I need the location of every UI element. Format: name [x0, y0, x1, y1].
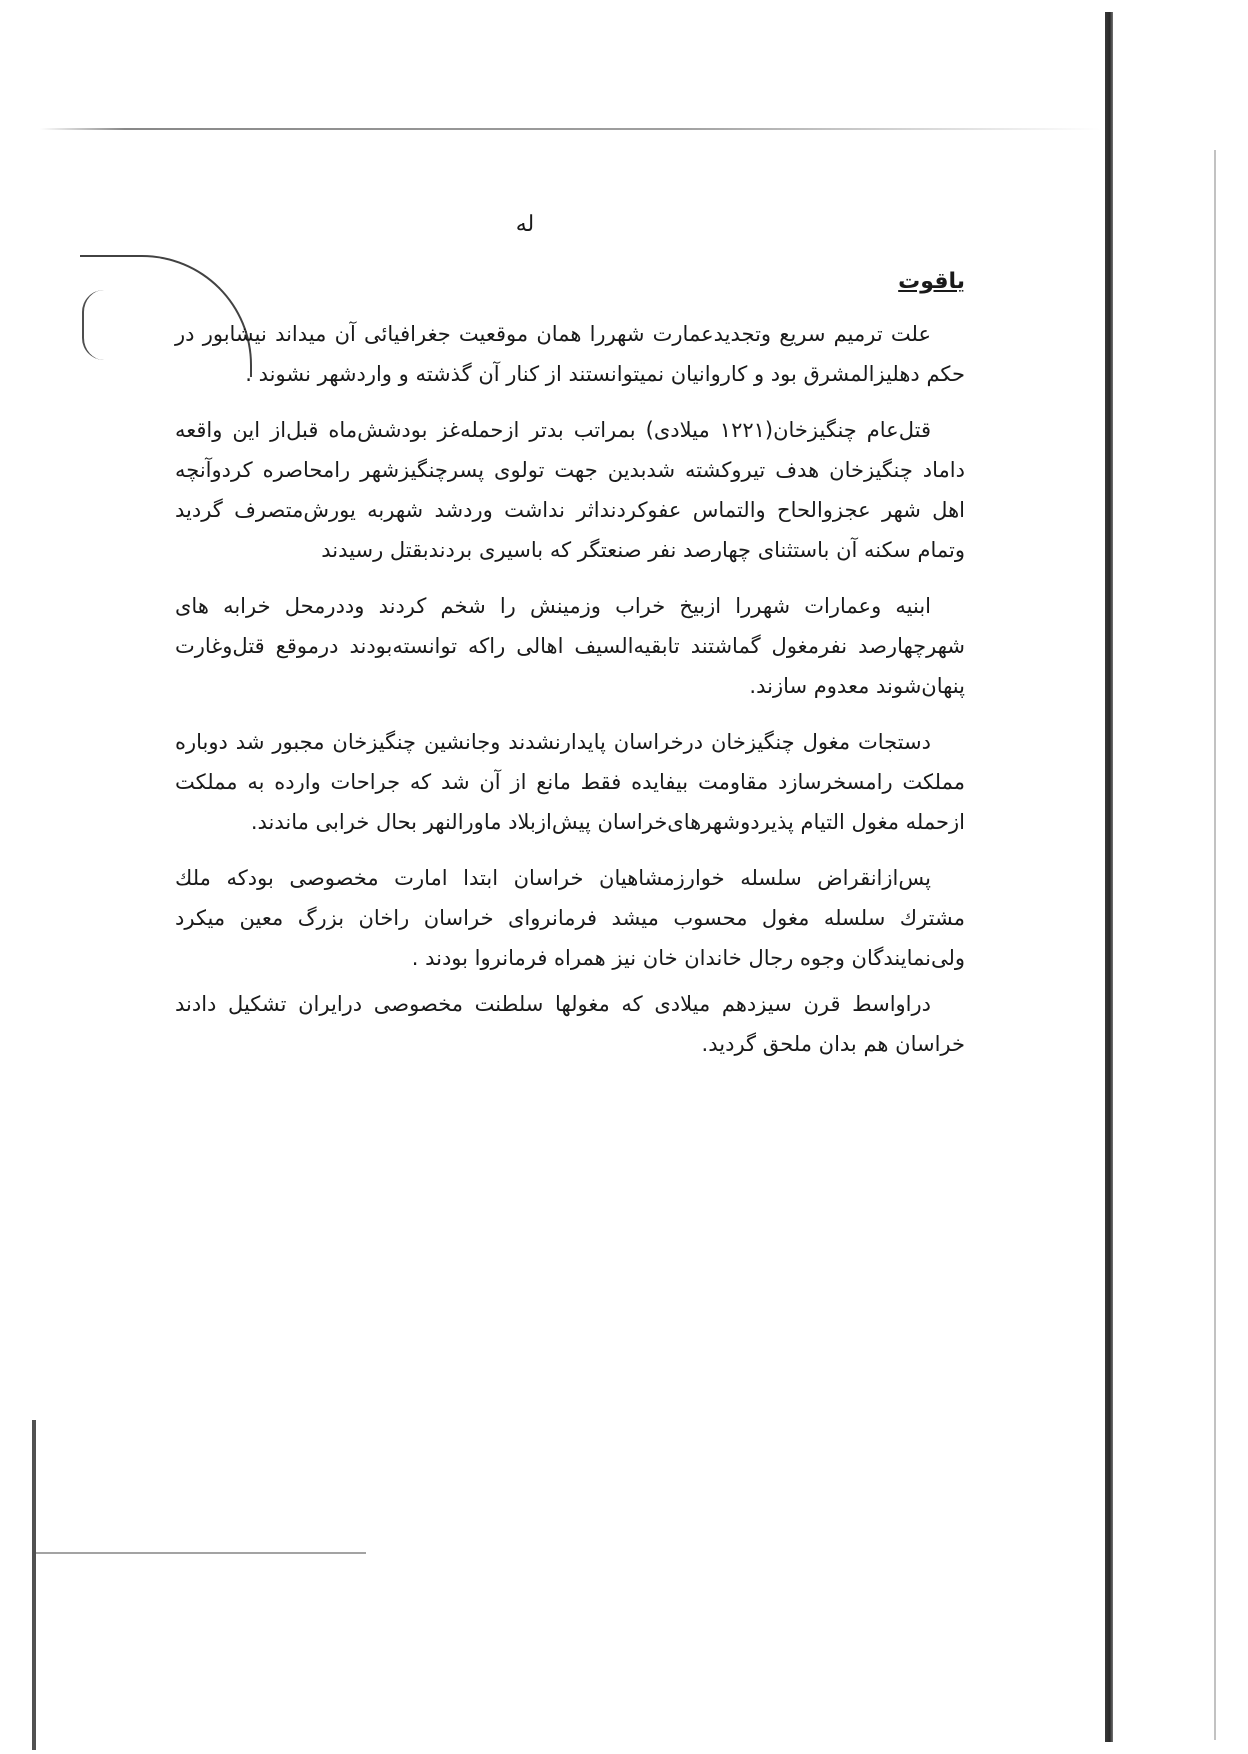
- paragraph-1: علت ترمیم سریع وتجدیدعمارت شهررا همان موقعیت جغرافیائی آن میداند نیشابور در حکم دهلیزالمشرق بود و کاروانیان نمیتوانستند از کنار آن گذشته و واردشهر نشوند .: [175, 322, 965, 386]
- paragraph-5: پس‌ازانقراض سلسله خوارزمشاهیان خراسان ابتدا امارت مخصوصی بودکه ملك مشترك سلسله مغول محسوب میشد فرمانروای خراسان راخان بزرگ معین میکرد ولی‌نمایندگان وجوه رجال خاندان خان نیز همراه فرمانروا بودند .: [175, 866, 965, 970]
- scan-edge-right: [1105, 12, 1113, 1742]
- scan-edge-right-thin: [1214, 150, 1216, 1740]
- top-rule: [40, 128, 1100, 130]
- paragraph-6: دراواسط قرن سیزدهم میلادی که مغولها سلطنت مخصوصی درایران تشکیل دادند خراسان هم بدان ملحق گردید.: [175, 992, 965, 1056]
- section-heading: یاقوت: [898, 269, 965, 294]
- document-body: [175, 262, 965, 1080]
- paragraph-3: ابنیه وعمارات شهررا ازبیخ خراب وزمینش را شخم کردند وددرمحل خرابه های شهرچهارصد نفرمغول گماشتند تابقیه‌السیف اهالی راکه توانسته‌بودند درموقع قتل‌وغارت پنهان‌شوند معدوم سازند.: [175, 594, 965, 698]
- paragraph-4: دستجات مغول چنگیزخان درخراسان پایدارنشدند وجانشین چنگیزخان مجبور شد دوباره مملکت رامسخرسازد مقاومت بیفایده فقط مانع از آن شد که جراحات وارده به مملکت ازحمله مغول التیام پذیردوشهرهای‌خراسان پیش‌ازبلاد ماورالنهر بحال خرابی ماندند.: [175, 730, 965, 834]
- bottom-rule: [36, 1552, 366, 1554]
- handwritten-arc-mark-left: [82, 290, 104, 360]
- scan-edge-left: [32, 1420, 36, 1750]
- paragraph-2: قتل‌عام چنگیزخان(۱۲۲۱ میلادی) بمراتب بدتر ازحمله‌غز بودشش‌ماه قبل‌از این واقعه داماد چنگیزخان هدف تیروکشته شدبدین جهت تولوی پسرچنگیزشهر رامحاصره کردوآنچه اهل شهر عجزوالحاح والتماس عفوکردنداثر نداشت وردشد شهربه یورش‌متصرف گردید وتمام سکنه آن باستثنای چهارصد نفر صنعتگر که باسیری بردندبقتل رسیدند: [175, 418, 965, 562]
- page-number: له: [515, 212, 535, 237]
